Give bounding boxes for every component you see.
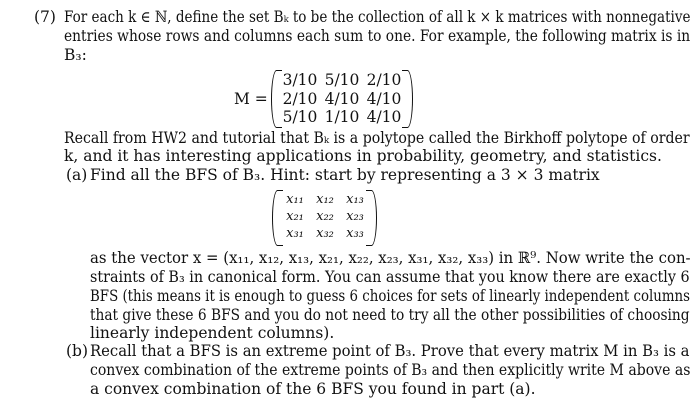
matrix-x-cell: x₃₁	[286, 226, 304, 241]
matrix-m-cell: 4/10	[366, 108, 402, 126]
matrix-x-cell: x₂₂	[316, 209, 334, 224]
matrix-m-cell: 4/10	[324, 90, 360, 108]
part-b-line-3: a convex combination of the 6 BFS you found in part (a).	[90, 380, 536, 398]
matrix-x-cell: x₁₂	[316, 192, 334, 207]
matrix-m-right-paren	[402, 70, 413, 128]
part-a-line-4: that give these 6 BFS and you do not need to try all the other possibilities of choosing	[90, 306, 690, 324]
matrix-m-cell: 2/10	[282, 90, 318, 108]
matrix-m-cell: 5/10	[324, 71, 360, 89]
part-a-line-5: linearly independent columns).	[90, 324, 335, 342]
matrix-x-cell: x₁₁	[286, 192, 304, 207]
problem-line-3: B₃:	[64, 46, 87, 64]
part-a-intro: Find all the BFS of B₃. Hint: start by representing a 3 × 3 matrix	[90, 166, 600, 184]
matrix-x-cell: x₂₁	[286, 209, 304, 224]
matrix-m-cell: 4/10	[366, 90, 402, 108]
part-b-line-2: convex combination of the extreme points of B₃ and then explicitly write M above as	[90, 361, 691, 379]
matrix-m-cell: 2/10	[366, 71, 402, 89]
part-a-label: (a)	[66, 166, 88, 184]
problem-line-1: For each k ∈ ℕ, define the set Bₖ to be the collection of all k × k matrices with nonnegative	[64, 8, 691, 26]
part-b-line-1: Recall that a BFS is an extreme point of B₃. Prove that every matrix M in B₃ is a	[90, 342, 690, 360]
part-b-label: (b)	[66, 342, 89, 360]
matrix-x-cell: x₂₃	[346, 209, 364, 224]
matrix-m-label: M =	[234, 90, 268, 108]
part-a-line-3: BFS (this means it is enough to guess 6 choices for sets of linearly independent columns	[90, 287, 690, 305]
matrix-x-cell: x₃₂	[316, 226, 334, 241]
problem-number: (7)	[34, 8, 56, 26]
recall-line-2: k, and it has interesting applications in probability, geometry, and statistics.	[64, 147, 662, 165]
matrix-x-cell: x₁₃	[346, 192, 364, 207]
recall-line-1: Recall from HW2 and tutorial that Bₖ is a polytope called the Birkhoff polytope of order	[64, 129, 690, 147]
matrix-m-cell: 3/10	[282, 71, 318, 89]
part-a-line-1: as the vector x = (x₁₁, x₁₂, x₁₃, x₂₁, x₂₂, x₂₃, x₃₁, x₃₂, x₃₃) in ℝ⁹. Now write the con-	[90, 249, 691, 267]
problem-line-2: entries whose rows and columns each sum to one. For example, the following matrix is in	[64, 27, 691, 45]
part-a-line-2: straints of B₃ in canonical form. You can assume that you know there are exactly 6	[90, 268, 690, 286]
matrix-m-cell: 1/10	[324, 108, 360, 126]
matrix-m-cell: 5/10	[282, 108, 318, 126]
matrix-x-cell: x₃₃	[346, 226, 364, 241]
